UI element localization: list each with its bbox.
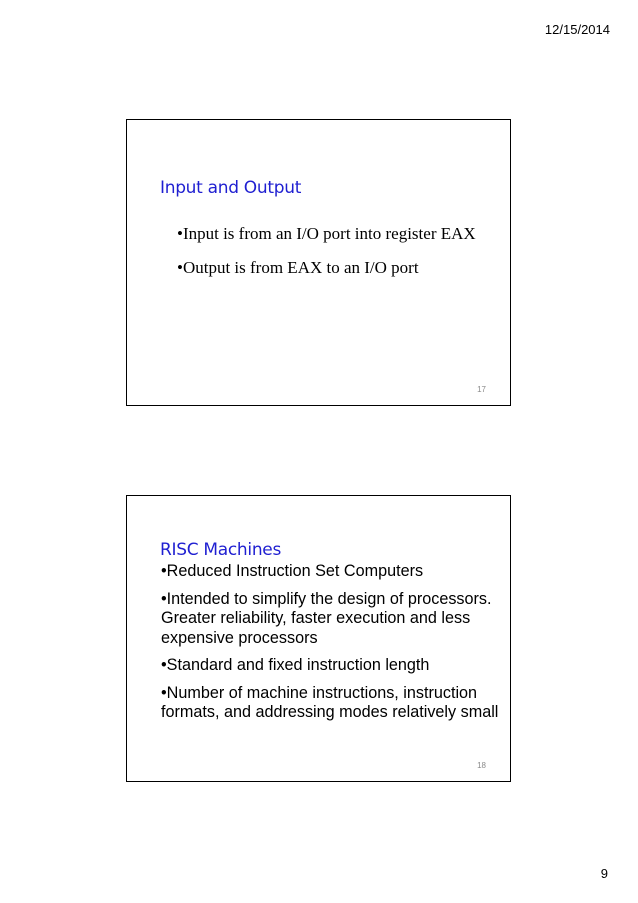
slide-number: 18: [477, 761, 486, 770]
bullet-item: •Input is from an I/O port into register EAX: [177, 224, 476, 243]
bullet-item: •Intended to simplify the design of processors. Greater reliability, faster execution and less expensive processors: [161, 589, 492, 647]
bullet-item: •Reduced Instruction Set Computers: [161, 562, 424, 580]
slide-risc-machines: [126, 495, 511, 782]
bullet-item: •Output is from EAX to an I/O port: [177, 258, 419, 277]
bullet-item: •Standard and fixed instruction length: [161, 656, 430, 674]
header-date: 12/15/2014: [544, 22, 610, 37]
bullet-list: [177, 224, 476, 292]
bullet-item: •Number of machine instructions, instruction formats, and addressing modes relatively small: [161, 683, 499, 721]
slide-number: 17: [477, 385, 486, 394]
page-number: 9: [600, 866, 608, 881]
slide-title: RISC Machines: [160, 540, 282, 560]
slide-input-output: [126, 119, 511, 406]
slide-title: Input and Output: [160, 178, 302, 198]
bullet-list: [161, 562, 506, 731]
